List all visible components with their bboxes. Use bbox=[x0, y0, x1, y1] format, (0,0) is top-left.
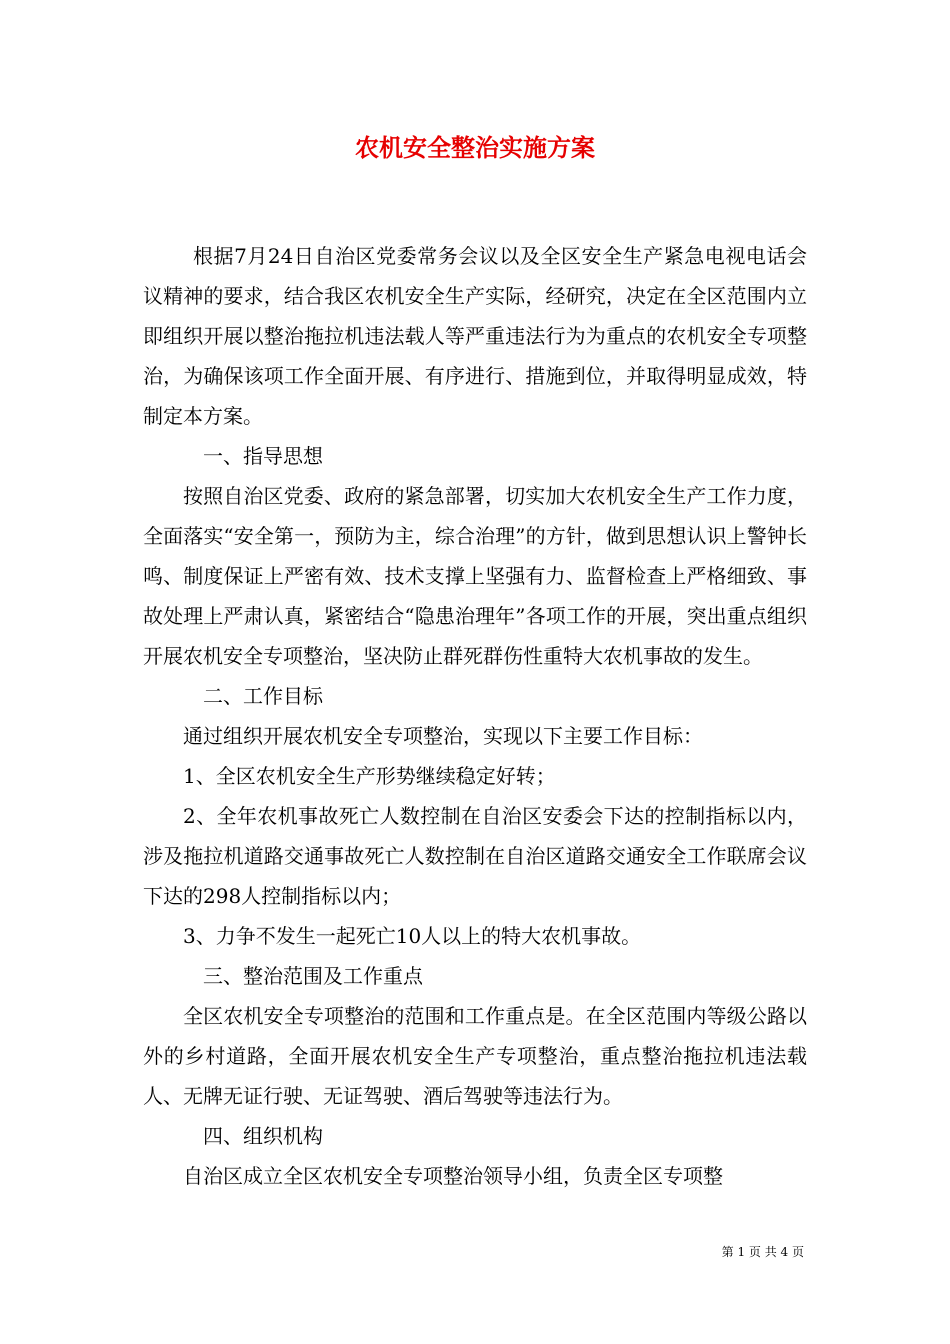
section-heading-work-goals: 二、工作目标 bbox=[203, 684, 323, 708]
section-heading-guiding-ideology: 一、指导思想 bbox=[203, 444, 323, 468]
document-body bbox=[143, 236, 807, 1196]
work-goal-item-1: 1、全区农机安全生产形势继续稳定好转； bbox=[183, 764, 556, 788]
intro-paragraph: 根据7月24日自治区党委常务会议以及全区安全生产紧急电视电话会议精神的要求，结合我区农机安全生产实际，经研究，决定在全区范围内立即组织开展以整治拖拉机违法载人等严重违法行为为重点的农机安全专项整治，为确保该项工作全面开展、有序进行、措施到位，并取得明显成效，特制定本方案。 bbox=[143, 244, 807, 428]
organization-paragraph: 自治区成立全区农机安全专项整治领导小组，负责全区专项整 bbox=[183, 1164, 723, 1188]
document-title: 农机安全整治实施方案 bbox=[355, 133, 595, 162]
section-heading-organization: 四、组织机构 bbox=[203, 1124, 323, 1148]
guiding-ideology-paragraph: 按照自治区党委、政府的紧急部署，切实加大农机安全生产工作力度，全面落实“安全第一，预防为主，综合治理”的方针，做到思想认识上警钟长鸣、制度保证上严密有效、技术支撑上坚强有力、监督检查上严格细致、事故处理上严肃认真，紧密结合“隐患治理年”各项工作的开展，突出重点组织开展农机安全专项整治，坚决防止群死群伤性重特大农机事故的发生。 bbox=[143, 484, 807, 668]
work-goal-item-3: 3、力争不发生一起死亡10人以上的特大农机事故。 bbox=[183, 924, 642, 948]
work-goals-intro: 通过组织开展农机安全专项整治，实现以下主要工作目标： bbox=[183, 724, 703, 748]
scope-paragraph: 全区农机安全专项整治的范围和工作重点是。在全区范围内等级公路以外的乡村道路，全面开展农机安全生产专项整治，重点整治拖拉机违法载人、无牌无证行驶、无证驾驶、酒后驾驶等违法行为。 bbox=[143, 1004, 807, 1108]
page-number: 第 1 页 共 4 页 bbox=[721, 1245, 804, 1259]
section-heading-scope: 三、整治范围及工作重点 bbox=[203, 964, 423, 988]
work-goal-item-2: 2、全年农机事故死亡人数控制在自治区安委会下达的控制指标以内，涉及拖拉机道路交通事故死亡人数控制在自治区道路交通安全工作联席会议下达的298人控制指标以内； bbox=[143, 804, 807, 908]
